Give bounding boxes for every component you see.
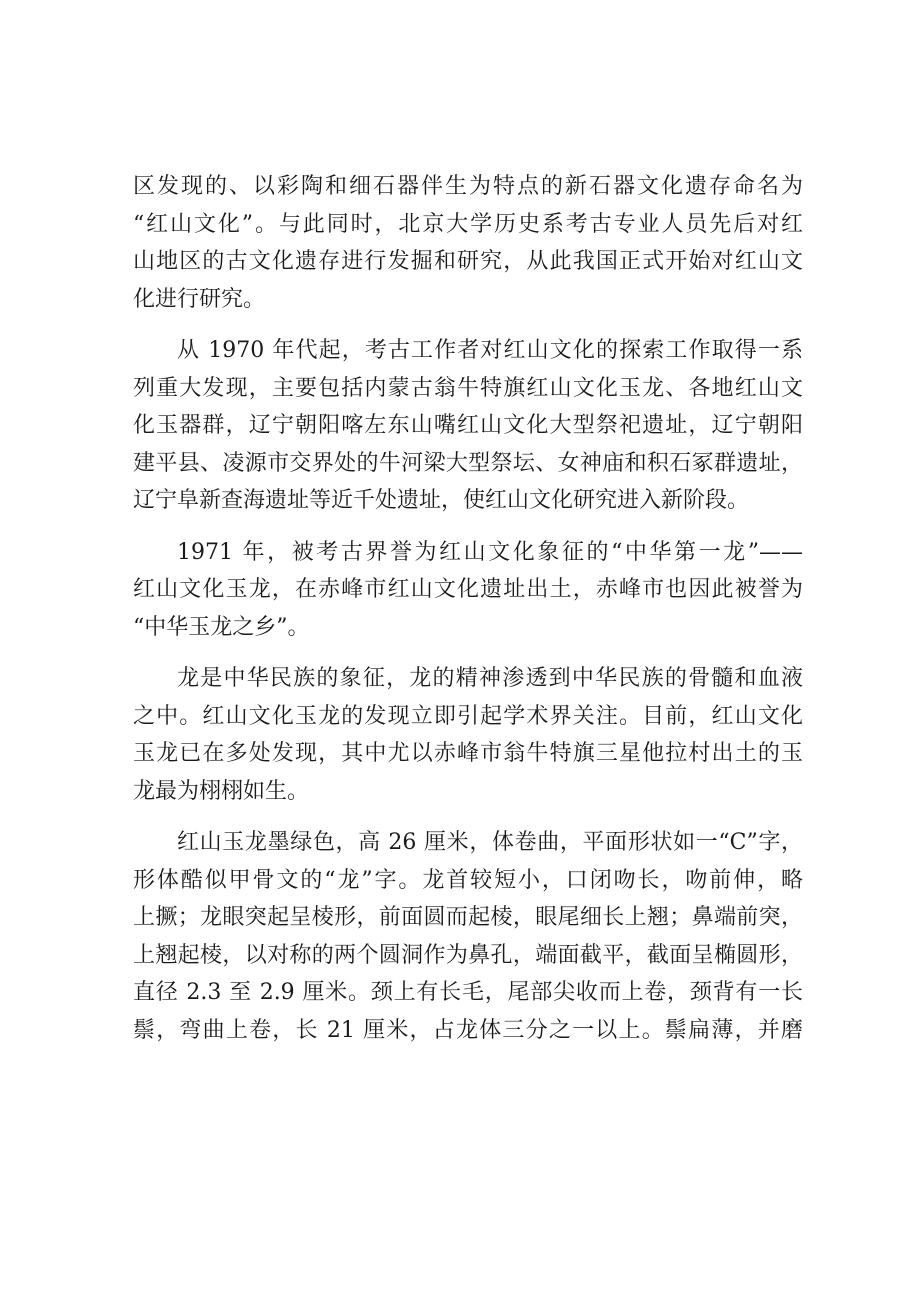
paragraph-4 (133, 660, 803, 810)
text-line: “红山文化”。与此同时，北京大学历史系考古专业人员先后对红 (133, 211, 803, 237)
text-line: 从 1970 年代起，考古工作者对红山文化的探索工作取得一系 (177, 338, 803, 363)
text-line: 龙是中华民族的象征，龙的精神渗透到中华民族的骨髓和血液 (177, 666, 803, 691)
text-line: “中华玉龙之乡”。 (133, 614, 310, 640)
paragraph-2 (133, 332, 803, 520)
text-line: 建平县、凌源市交界处的牛河梁大型祭坛、女神庙和积石冢群遗址， (133, 450, 803, 476)
text-line: 1971 年，被考古界誉为红山文化象征的“中华第一龙”—— (177, 539, 803, 565)
paragraph-5 (133, 824, 803, 1049)
text-line: 龙最为栩栩如生。 (133, 778, 310, 804)
text-line: 化玉器群，辽宁朝阳喀左东山嘴红山文化大型祭祀遗址，辽宁朝阳 (133, 413, 803, 438)
text-line: 列重大发现，主要包括内蒙古翁牛特旗红山文化玉龙、各地红山文 (133, 375, 803, 401)
text-line: 上撅；龙眼突起呈棱形，前面圆而起棱，眼尾细长上翘；鼻端前突， (133, 905, 803, 930)
text-line: 红山文化玉龙，在赤峰市红山文化遗址出土，赤峰市也因此被誉为 (133, 577, 803, 602)
text-line: 山地区的古文化遗存进行发掘和研究，从此我国正式开始对红山文 (133, 249, 803, 274)
text-line: 区发现的、以彩陶和细石器伴生为特点的新石器文化遗存命名为 (133, 174, 803, 199)
text-line: 辽宁阜新查海遗址等近千处遗址，使红山文化研究进入新阶段。 (133, 488, 750, 513)
text-line: 红山玉龙墨绿色，高 26 厘米，体卷曲，平面形状如一“C”字， (177, 830, 803, 855)
text-line: 玉龙已在多处发现，其中尤以赤峰市翁牛特旗三星他拉村出土的玉 (133, 741, 803, 766)
text-line: 之中。红山文化玉龙的发现立即引起学术界关注。目前，红山文化 (133, 703, 803, 729)
text-line: 化进行研究。 (133, 286, 266, 312)
document-body (133, 168, 803, 1063)
text-line: 上翘起棱，以对称的两个圆洞作为鼻孔，端面截平，截面呈椭圆形， (133, 942, 803, 968)
text-line: 形体酷似甲骨文的“龙”字。龙首较短小，口闭吻长，吻前伸，略 (133, 867, 803, 893)
text-line: 鬃，弯曲上卷，长 21 厘米，占龙体三分之一以上。鬃扁薄，并磨 (133, 1017, 803, 1043)
paragraph-3 (133, 534, 803, 647)
text-line: 直径 2.3 至 2.9 厘米。颈上有长毛，尾部尖收而上卷，颈背有一长 (133, 980, 803, 1005)
paragraph-1 (133, 168, 803, 318)
